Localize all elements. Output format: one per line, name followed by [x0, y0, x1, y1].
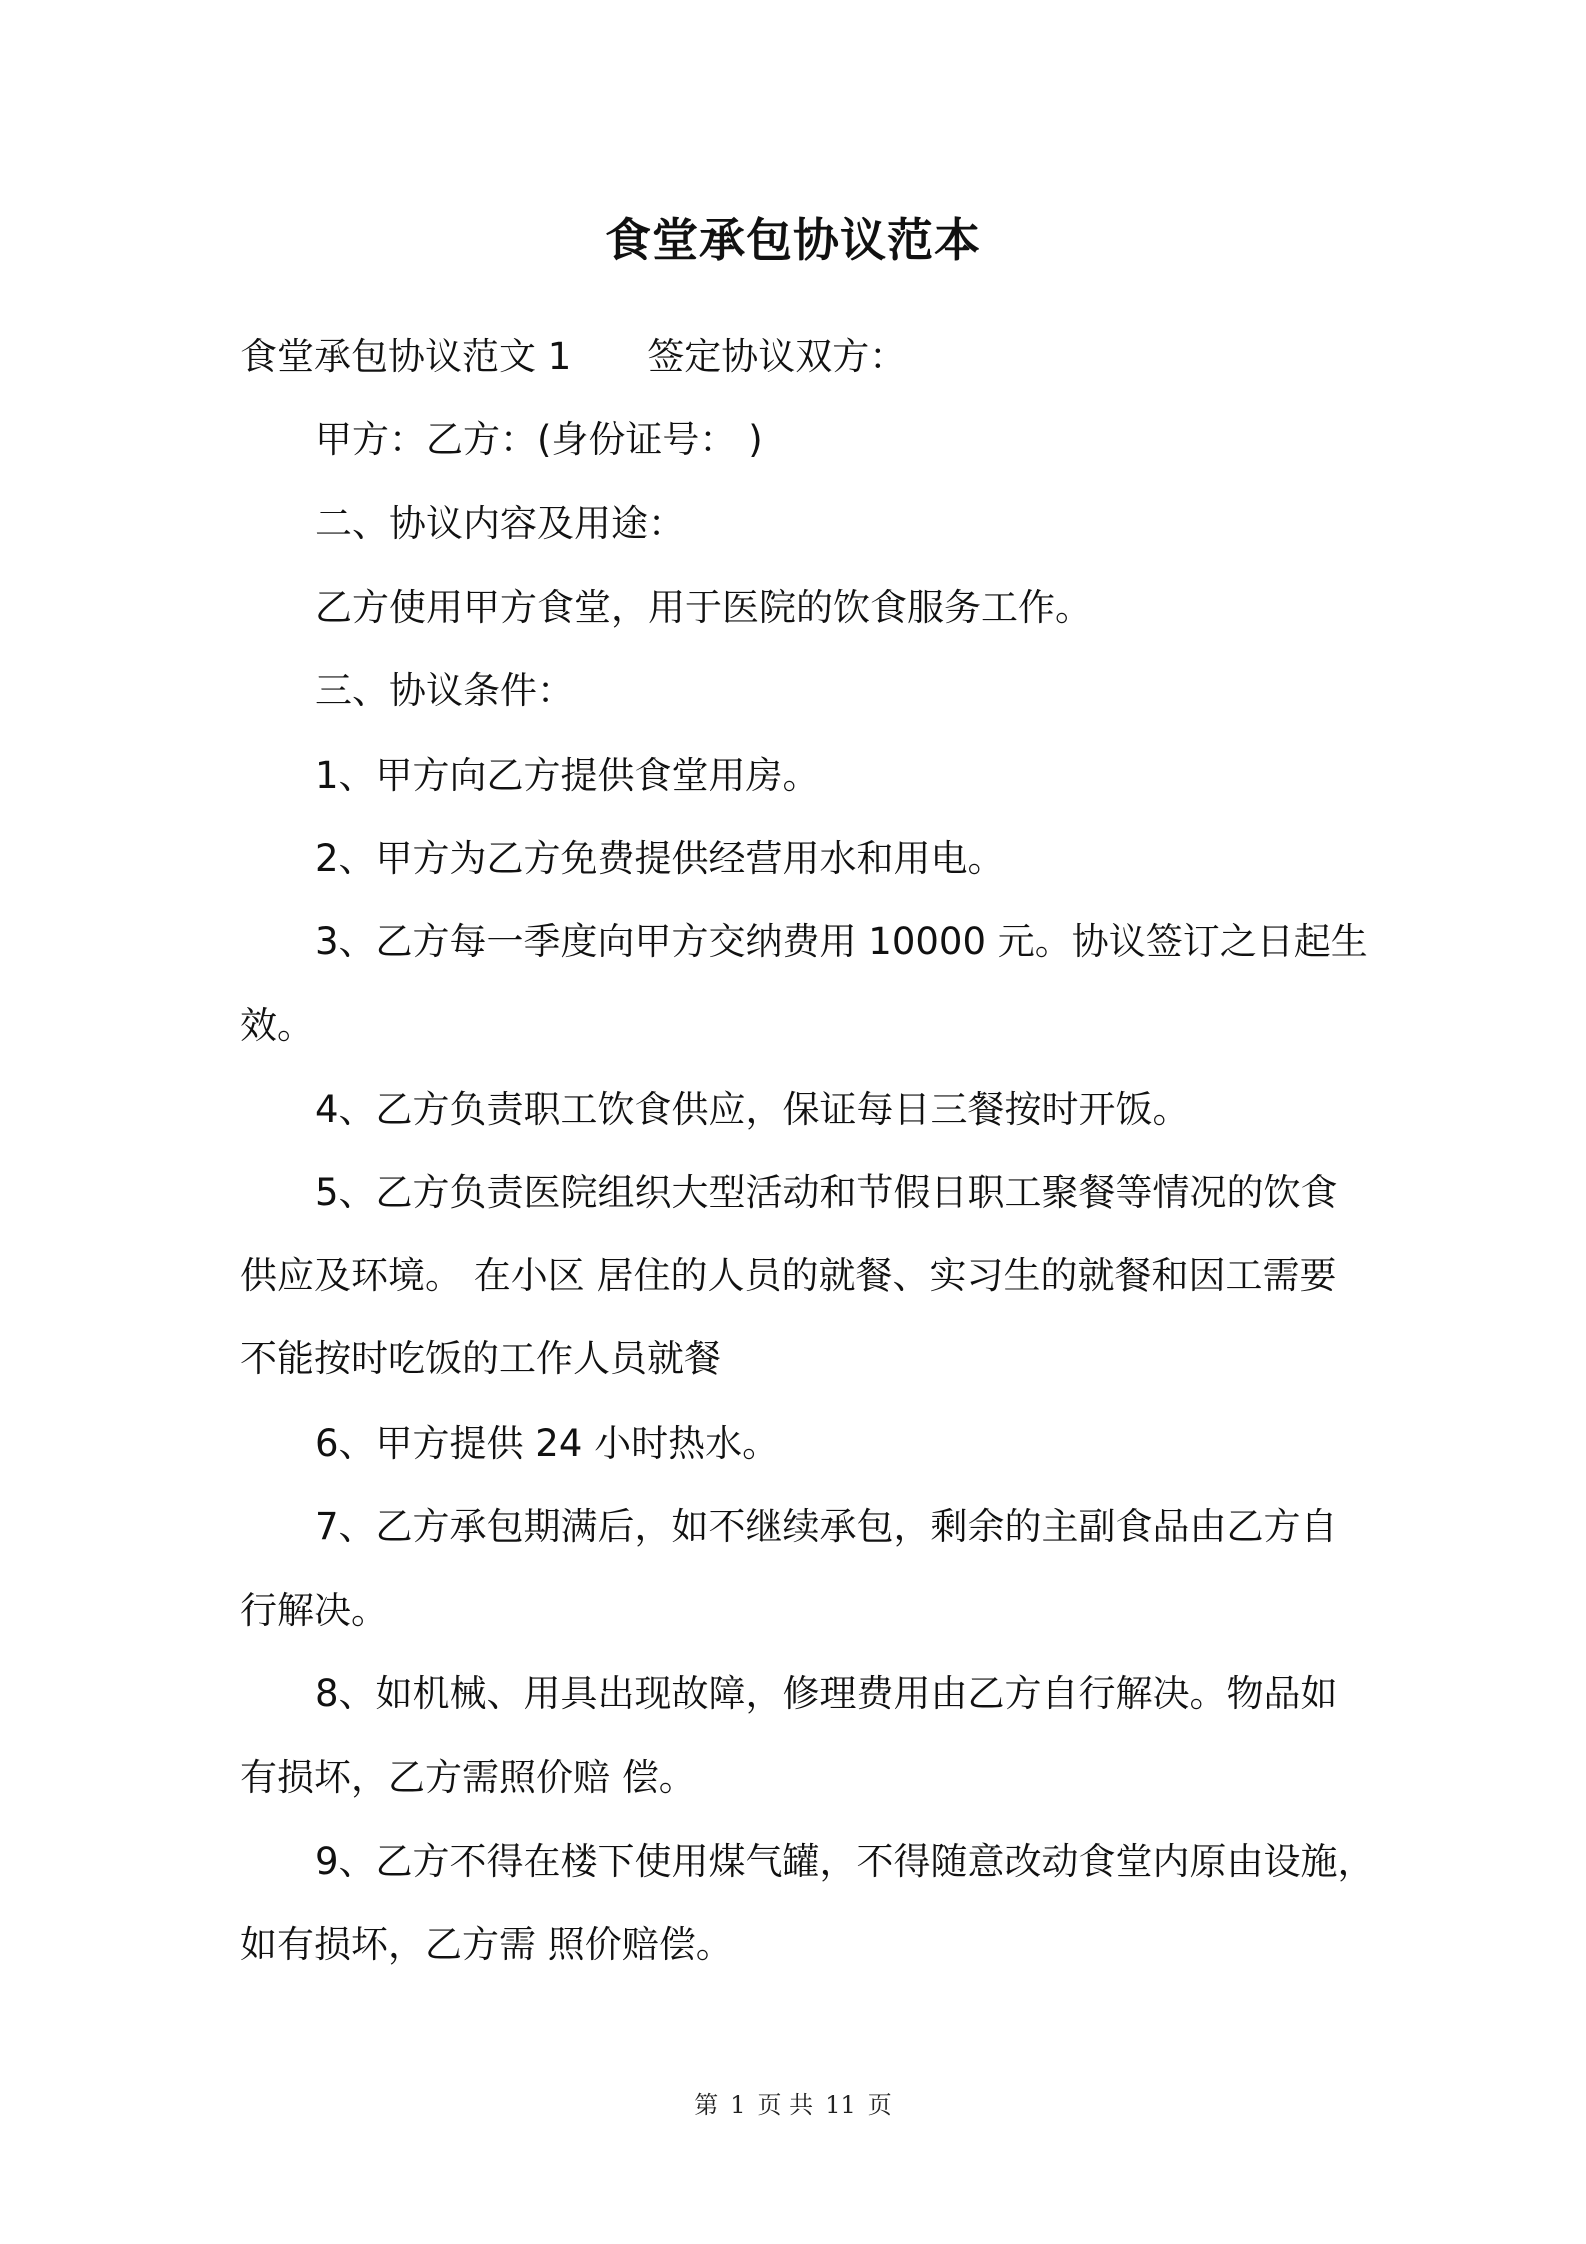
- parties-line: 甲方：乙方：(身份证号： ): [315, 418, 763, 461]
- heading-right: 签定协议双方：: [647, 335, 907, 378]
- list-item: 7、乙方承包期满后，如不继续承包，剩余的主副食品由乙方自: [315, 1505, 1338, 1548]
- list-item: 6、甲方提供 24 小时热水。: [315, 1422, 780, 1465]
- list-item: 9、乙方不得在楼下使用煤气罐，不得随意改动食堂内原由设施，: [315, 1840, 1375, 1883]
- list-item: 8、如机械、用具出现故障，修理费用由乙方自行解决。物品如: [315, 1672, 1338, 1715]
- footer-prefix: 第: [694, 2091, 719, 2119]
- list-item-continuation: 如有损坏，乙方需 照价赔偿。: [240, 1923, 733, 1966]
- list-item-continuation: 不能按时吃饭的工作人员就餐: [240, 1337, 721, 1380]
- footer-page-number: 1: [730, 2091, 746, 2119]
- list-item: 2、甲方为乙方免费提供经营用水和用电。: [315, 837, 1005, 880]
- footer-total-pages: 11: [825, 2091, 856, 2119]
- heading-line: [240, 331, 906, 383]
- list-item-continuation: 行解决。: [240, 1589, 388, 1632]
- section2-title: 二、协议内容及用途：: [315, 502, 685, 545]
- document-title: 食堂承包协议范本: [605, 213, 981, 267]
- list-item: 4、乙方负责职工饮食供应，保证每日三餐按时开饭。: [315, 1088, 1190, 1131]
- section2-body: 乙方使用甲方食堂，用于医院的饮食服务工作。: [315, 586, 1092, 629]
- list-item-continuation: 供应及环境。 在小区 居住的人员的就餐、实习生的就餐和因工需要: [240, 1254, 1337, 1297]
- list-item: 3、乙方每一季度向甲方交纳费用 10000 元。协议签订之日起生: [315, 920, 1368, 963]
- list-item-continuation: 效。: [240, 1004, 314, 1047]
- section3-title: 三、协议条件：: [315, 669, 574, 712]
- page-footer: [0, 2088, 1586, 2122]
- footer-suffix: 页: [867, 2091, 892, 2119]
- heading-left: 食堂承包协议范文 1: [240, 335, 572, 378]
- list-item: 5、乙方负责医院组织大型活动和节假日职工聚餐等情况的饮食: [315, 1171, 1338, 1214]
- list-item: 1、甲方向乙方提供食堂用房。: [315, 754, 820, 797]
- list-item-continuation: 有损坏，乙方需照价赔 偿。: [240, 1756, 696, 1799]
- footer-middle: 页 共: [757, 2091, 814, 2119]
